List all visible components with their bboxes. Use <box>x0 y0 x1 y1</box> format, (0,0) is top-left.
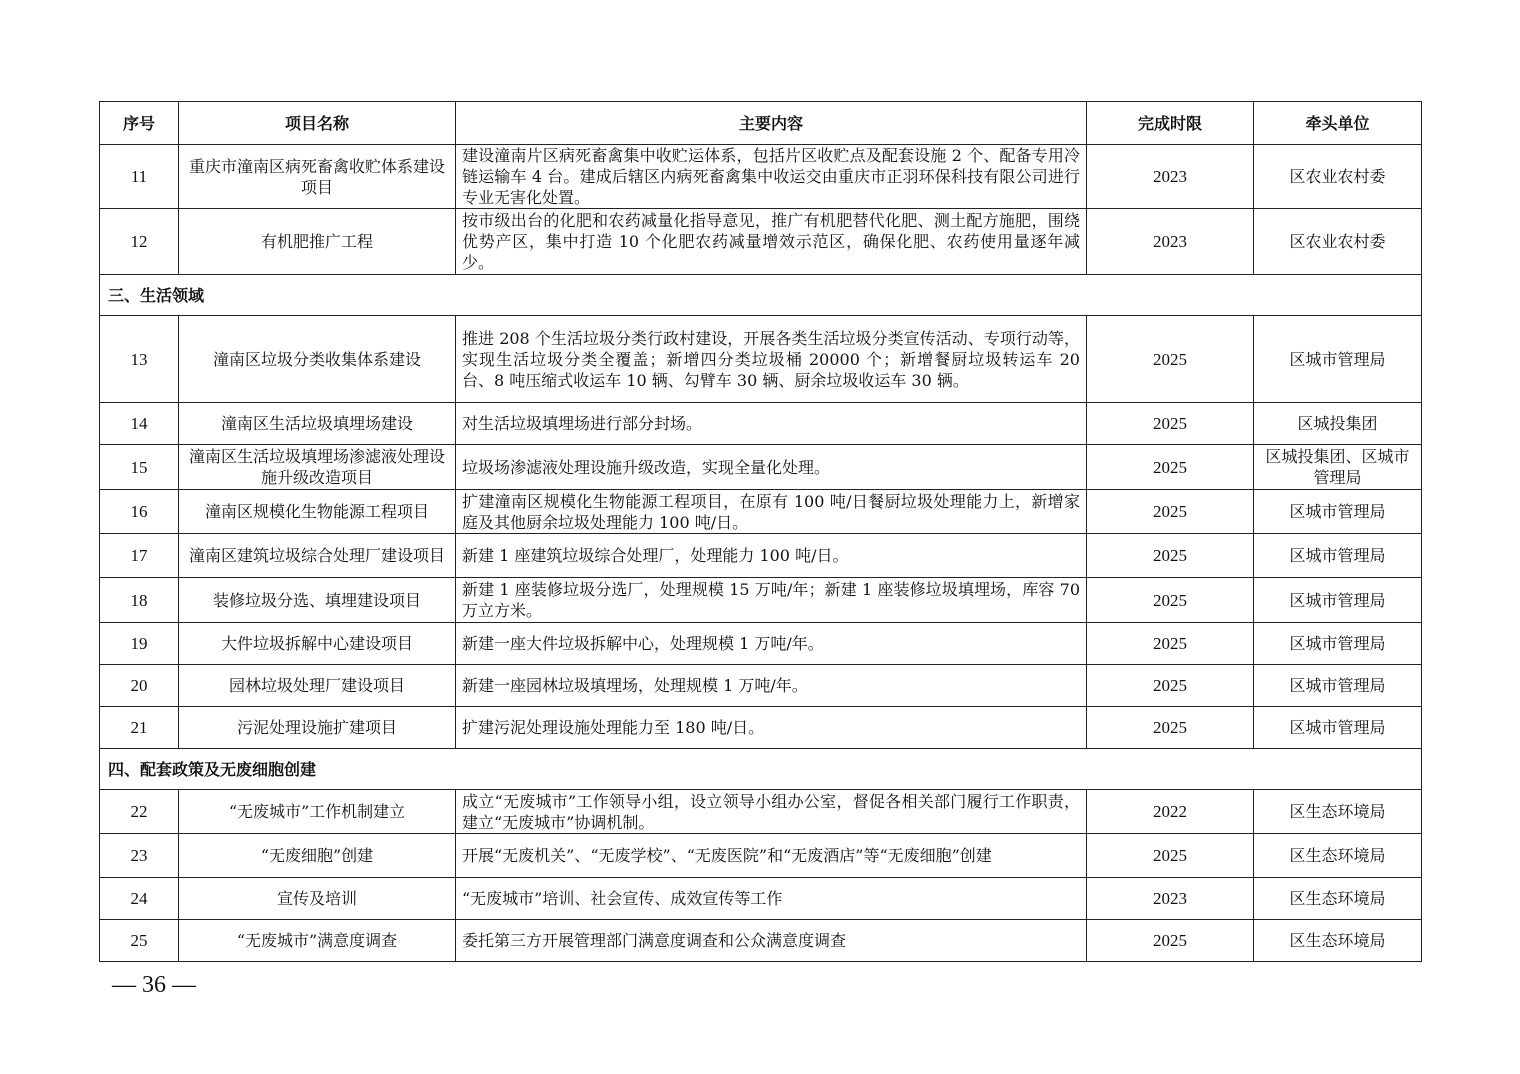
cell-index: 12 <box>100 209 179 275</box>
cell-lead-unit: 区城市管理局 <box>1254 490 1422 534</box>
cell-main-content: 对生活垃圾填埋场进行部分封场。 <box>456 403 1087 445</box>
cell-lead-unit: 区城投集团 <box>1254 403 1422 445</box>
rows-group-agriculture <box>100 145 1422 275</box>
cell-project-name: “无废城市”工作机制建立 <box>179 790 456 834</box>
cell-index: 23 <box>100 834 179 878</box>
table-row <box>100 316 1422 403</box>
cell-lead-unit: 区生态环境局 <box>1254 920 1422 962</box>
cell-project-name: 有机肥推广工程 <box>179 209 456 275</box>
cell-deadline: 2025 <box>1087 920 1254 962</box>
cell-project-name: “无废细胞”创建 <box>179 834 456 878</box>
table-row <box>100 445 1422 490</box>
cell-index: 25 <box>100 920 179 962</box>
section-title-policy: 四、配套政策及无废细胞创建 <box>100 749 1422 790</box>
cell-deadline: 2025 <box>1087 403 1254 445</box>
cell-index: 17 <box>100 534 179 578</box>
table-row <box>100 403 1422 445</box>
table-row <box>100 790 1422 834</box>
cell-main-content: 扩建潼南区规模化生物能源工程项目，在原有 100 吨/日餐厨垃圾处理能力上，新增家庭及其他厨余垃圾处理能力 100 吨/日。 <box>456 490 1087 534</box>
cell-project-name: 大件垃圾拆解中心建设项目 <box>179 623 456 665</box>
cell-deadline: 2025 <box>1087 445 1254 490</box>
rows-group-policy <box>100 790 1422 962</box>
cell-lead-unit: 区城市管理局 <box>1254 578 1422 623</box>
cell-main-content: 垃圾场渗滤液处理设施升级改造，实现全量化处理。 <box>456 445 1087 490</box>
cell-main-content: “无废城市”培训、社会宣传、成效宣传等工作 <box>456 878 1087 920</box>
cell-lead-unit: 区城市管理局 <box>1254 316 1422 403</box>
table-row <box>100 834 1422 878</box>
cell-project-name: 园林垃圾处理厂建设项目 <box>179 665 456 707</box>
table-row <box>100 878 1422 920</box>
cell-project-name: 宣传及培训 <box>179 878 456 920</box>
cell-project-name: 潼南区生活垃圾填埋场渗滤液处理设施升级改造项目 <box>179 445 456 490</box>
cell-deadline: 2025 <box>1087 623 1254 665</box>
cell-deadline: 2025 <box>1087 316 1254 403</box>
table-row <box>100 707 1422 749</box>
table-header-row <box>100 102 1422 145</box>
cell-lead-unit: 区城市管理局 <box>1254 707 1422 749</box>
header-content: 主要内容 <box>456 102 1087 145</box>
cell-index: 11 <box>100 145 179 209</box>
cell-index: 21 <box>100 707 179 749</box>
table-row <box>100 665 1422 707</box>
cell-lead-unit: 区农业农村委 <box>1254 209 1422 275</box>
header-name: 项目名称 <box>179 102 456 145</box>
cell-main-content: 新建 1 座装修垃圾分选厂，处理规模 15 万吨/年；新建 1 座装修垃圾填埋场，库容 70 万立方米。 <box>456 578 1087 623</box>
table-row <box>100 145 1422 209</box>
rows-group-living <box>100 316 1422 749</box>
cell-project-name: “无废城市”满意度调查 <box>179 920 456 962</box>
cell-main-content: 成立“无废城市”工作领导小组，设立领导小组办公室，督促各相关部门履行工作职责，建立“无废城市”协调机制。 <box>456 790 1087 834</box>
cell-index: 14 <box>100 403 179 445</box>
page-number: — 36 — <box>112 972 196 998</box>
cell-main-content: 按市级出台的化肥和农药减量化指导意见，推广有机肥替代化肥、测土配方施肥，围绕优势产区，集中打造 10 个化肥农药减量增效示范区，确保化肥、农药使用量逐年减少。 <box>456 209 1087 275</box>
cell-main-content: 新建一座园林垃圾填埋场，处理规模 1 万吨/年。 <box>456 665 1087 707</box>
cell-index: 15 <box>100 445 179 490</box>
table-row <box>100 578 1422 623</box>
cell-lead-unit: 区城市管理局 <box>1254 665 1422 707</box>
cell-main-content: 委托第三方开展管理部门满意度调查和公众满意度调查 <box>456 920 1087 962</box>
cell-deadline: 2025 <box>1087 834 1254 878</box>
section-row <box>100 749 1422 790</box>
cell-deadline: 2025 <box>1087 578 1254 623</box>
header-deadline: 完成时限 <box>1087 102 1254 145</box>
cell-deadline: 2023 <box>1087 878 1254 920</box>
cell-index: 22 <box>100 790 179 834</box>
cell-lead-unit: 区城市管理局 <box>1254 623 1422 665</box>
cell-lead-unit: 区城投集团、区城市管理局 <box>1254 445 1422 490</box>
table-row <box>100 490 1422 534</box>
cell-deadline: 2025 <box>1087 707 1254 749</box>
cell-main-content: 扩建污泥处理设施处理能力至 180 吨/日。 <box>456 707 1087 749</box>
cell-lead-unit: 区生态环境局 <box>1254 878 1422 920</box>
cell-project-name: 潼南区垃圾分类收集体系建设 <box>179 316 456 403</box>
cell-main-content: 推进 208 个生活垃圾分类行政村建设，开展各类生活垃圾分类宣传活动、专项行动等，实现生活垃圾分类全覆盖；新增四分类垃圾桶 20000 个；新增餐厨垃圾转运车 20 台、8 吨压缩式收运车 10 辆、勾臂车 30 辆、厨余垃圾收运车 30 辆。 <box>456 316 1087 403</box>
table-row <box>100 623 1422 665</box>
cell-project-name: 重庆市潼南区病死畜禽收贮体系建设项目 <box>179 145 456 209</box>
cell-main-content: 新建 1 座建筑垃圾综合处理厂，处理能力 100 吨/日。 <box>456 534 1087 578</box>
header-index: 序号 <box>100 102 179 145</box>
cell-deadline: 2022 <box>1087 790 1254 834</box>
cell-main-content: 建设潼南片区病死畜禽集中收贮运体系，包括片区收贮点及配套设施 2 个、配备专用冷链运输车 4 台。建成后辖区内病死畜禽集中收运交由重庆市正羽环保科技有限公司进行专业无害化处置。 <box>456 145 1087 209</box>
table-row <box>100 920 1422 962</box>
cell-deadline: 2023 <box>1087 209 1254 275</box>
cell-main-content: 开展“无废机关”、“无废学校”、“无废医院”和“无废酒店”等“无废细胞”创建 <box>456 834 1087 878</box>
cell-lead-unit: 区生态环境局 <box>1254 834 1422 878</box>
cell-main-content: 新建一座大件垃圾拆解中心，处理规模 1 万吨/年。 <box>456 623 1087 665</box>
cell-index: 24 <box>100 878 179 920</box>
header-lead: 牵头单位 <box>1254 102 1422 145</box>
cell-deadline: 2023 <box>1087 145 1254 209</box>
project-table <box>99 101 1422 962</box>
table-row <box>100 209 1422 275</box>
cell-index: 19 <box>100 623 179 665</box>
cell-lead-unit: 区生态环境局 <box>1254 790 1422 834</box>
cell-deadline: 2025 <box>1087 534 1254 578</box>
cell-project-name: 潼南区生活垃圾填埋场建设 <box>179 403 456 445</box>
cell-project-name: 潼南区规模化生物能源工程项目 <box>179 490 456 534</box>
cell-index: 18 <box>100 578 179 623</box>
section-row <box>100 275 1422 316</box>
cell-lead-unit: 区农业农村委 <box>1254 145 1422 209</box>
cell-index: 16 <box>100 490 179 534</box>
cell-project-name: 装修垃圾分选、填埋建设项目 <box>179 578 456 623</box>
cell-index: 13 <box>100 316 179 403</box>
section-title-living: 三、生活领域 <box>100 275 1422 316</box>
cell-index: 20 <box>100 665 179 707</box>
cell-lead-unit: 区城市管理局 <box>1254 534 1422 578</box>
table-row <box>100 534 1422 578</box>
cell-project-name: 污泥处理设施扩建项目 <box>179 707 456 749</box>
cell-deadline: 2025 <box>1087 490 1254 534</box>
cell-deadline: 2025 <box>1087 665 1254 707</box>
cell-project-name: 潼南区建筑垃圾综合处理厂建设项目 <box>179 534 456 578</box>
